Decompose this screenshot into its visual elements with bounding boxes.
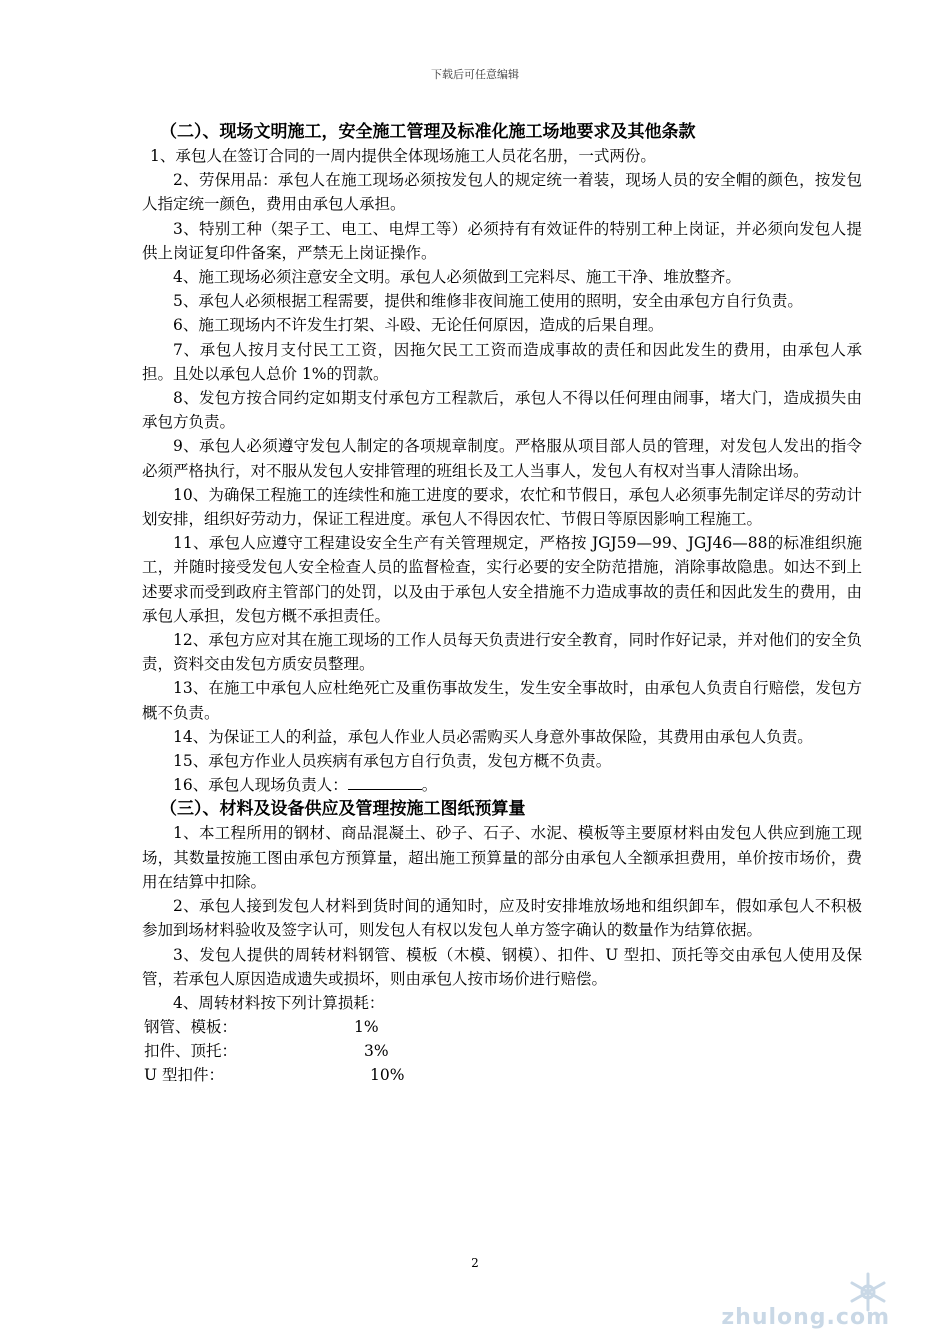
section-2-item-6: 6、施工现场内不许发生打架、斗殴、无论任何原因，造成的后果自理。 — [173, 316, 664, 335]
item-16-suffix: 。 — [421, 776, 438, 795]
material-name: 扣件、顶托： — [144, 1042, 238, 1061]
page-number: 2 — [471, 1256, 479, 1270]
page-header: 下载后可任意编辑 — [431, 68, 519, 81]
section-2-items — [142, 144, 862, 773]
section-2-item-1: 1、承包人在签订合同的一周内提供全体现场施工人员花名册，一式两份。 — [150, 147, 656, 165]
document-body — [142, 120, 862, 1088]
section-3-items — [142, 821, 862, 1015]
section-3-title: （三）、材料及设备供应及管理按施工图纸预算量 — [160, 799, 526, 820]
section-2-item-12: 12、承包方应对其在施工现场的工作人员每天负责进行安全教育，同时作好记录，并对他们的安全负责，资料交由发包方质安员整理。 — [142, 631, 862, 674]
loss-rate-value: 3% — [364, 1042, 389, 1061]
item-16 — [142, 773, 862, 797]
loss-rate-list — [142, 1015, 862, 1088]
section-2-item-9: 9、承包人必须遵守发包人制定的各项规章制度。严格服从项目部人员的管理，对发包人发出的指令必须严格执行，对不服从发包人安排管理的班组长及工人当事人，发包人有权对当事人清除出场。 — [142, 437, 862, 480]
section-2-item-13: 13、在施工中承包人应杜绝死亡及重伤事故发生，发生安全事故时，由承包人负责自行赔偿，发包方概不负责。 — [142, 679, 862, 722]
loss-rate-row — [142, 1039, 862, 1063]
section-3-item-3: 3、发包人提供的周转材料钢管、模板（木模、钢模）、扣件、U 型扣、顶托等交由承包人使用及保管，若承包人原因造成遗失或损坏，则由承包人按市场价进行赔偿。 — [142, 945, 862, 988]
section-2-item-10: 10、为确保工程施工的连续性和施工进度的要求，农忙和节假日，承包人必须事先制定详尽的劳动计划安排，组织好劳动力，保证工程进度。承包人不得因农忙、节假日等原因影响工程施工。 — [142, 485, 862, 529]
material-name: 钢管、模板： — [144, 1018, 238, 1037]
loss-rate-row — [142, 1063, 862, 1087]
responsible-person-blank — [348, 775, 422, 790]
section-2-item-8: 8、发包方按合同约定如期支付承包方工程款后，承包人不得以任何理由闹事，堵大门，造成损失由承包方负责。 — [142, 389, 862, 432]
loss-rate-value: 1% — [354, 1018, 379, 1037]
loss-rate-row — [142, 1015, 862, 1039]
section-2-item-2: 2、劳保用品：承包人在施工现场必须按发包人的规定统一着装，现场人员的安全帽的颜色，按发包人指定统一颜色，费用由承包人承担。 — [142, 171, 862, 214]
section-2-item-4: 4、施工现场必须注意安全文明。承包人必须做到工完料尽、施工干净、堆放整齐。 — [173, 268, 741, 287]
watermark-text: zhulong.com — [721, 1305, 890, 1330]
section-2-item-7: 7、承包人按月支付民工工资，因拖欠民工工资而造成事故的责任和因此发生的费用，由承包人承担。且处以承包人总价 1%的罚款。 — [142, 340, 862, 383]
section-2-item-11: 11、承包人应遵守工程建设安全生产有关管理规定，严格按 JGJ59—99、JGJ46—88的标准组织施工，并随时接受发包人安全检查人员的监督检查，实行必要的安全防范措施，消除事故隐患。如达不到上述要求而受到政府主管部门的处罚，以及由于承包人安全措施不力造成事故的责任和因此发生的费用，由承包人承担，发包方概不承担责任。 — [142, 534, 862, 625]
section-2-item-3: 3、特别工种（架子工、电工、电焊工等）必须持有有效证件的特别工种上岗证，并必须向发包人提供上岗证复印件备案，严禁无上岗证操作。 — [142, 219, 862, 262]
section-2-title: （二）、现场文明施工，安全施工管理及标准化施工场地要求及其他条款 — [160, 122, 696, 142]
section-3-item-2: 2、承包人接到发包人材料到货时间的通知时，应及时安排堆放场地和组织卸车，假如承包人不积极参加到场材料验收及签字认可，则发包人有权以发包人单方签字确认的数量作为结算依据。 — [142, 897, 862, 940]
section-2-item-14: 14、为保证工人的利益，承包人作业人员必需购买人身意外事故保险，其费用由承包人负责。 — [173, 727, 813, 746]
loss-rate-value: 10% — [370, 1066, 405, 1085]
section-3-item-1: 1、本工程所用的钢材、商品混凝土、砂子、石子、水泥、模板等主要原材料由发包人供应到施工现场，其数量按施工图由承包方预算量，超出施工预算量的部分由承包人全额承担费用，单价按市场价，费用在结算中扣除。 — [142, 824, 862, 891]
material-name: U 型扣件： — [144, 1066, 224, 1085]
section-2-item-5: 5、承包人必须根据工程需要，提供和维修非夜间施工使用的照明，安全由承包方自行负责。 — [173, 292, 803, 311]
section-2-item-15: 15、承包方作业人员疾病有承包方自行负责，发包方概不负责。 — [173, 752, 612, 771]
section-3-item-4: 4、周转材料按下列计算损耗： — [173, 993, 385, 1012]
item-16-label: 16、承包人现场负责人： — [173, 776, 348, 795]
